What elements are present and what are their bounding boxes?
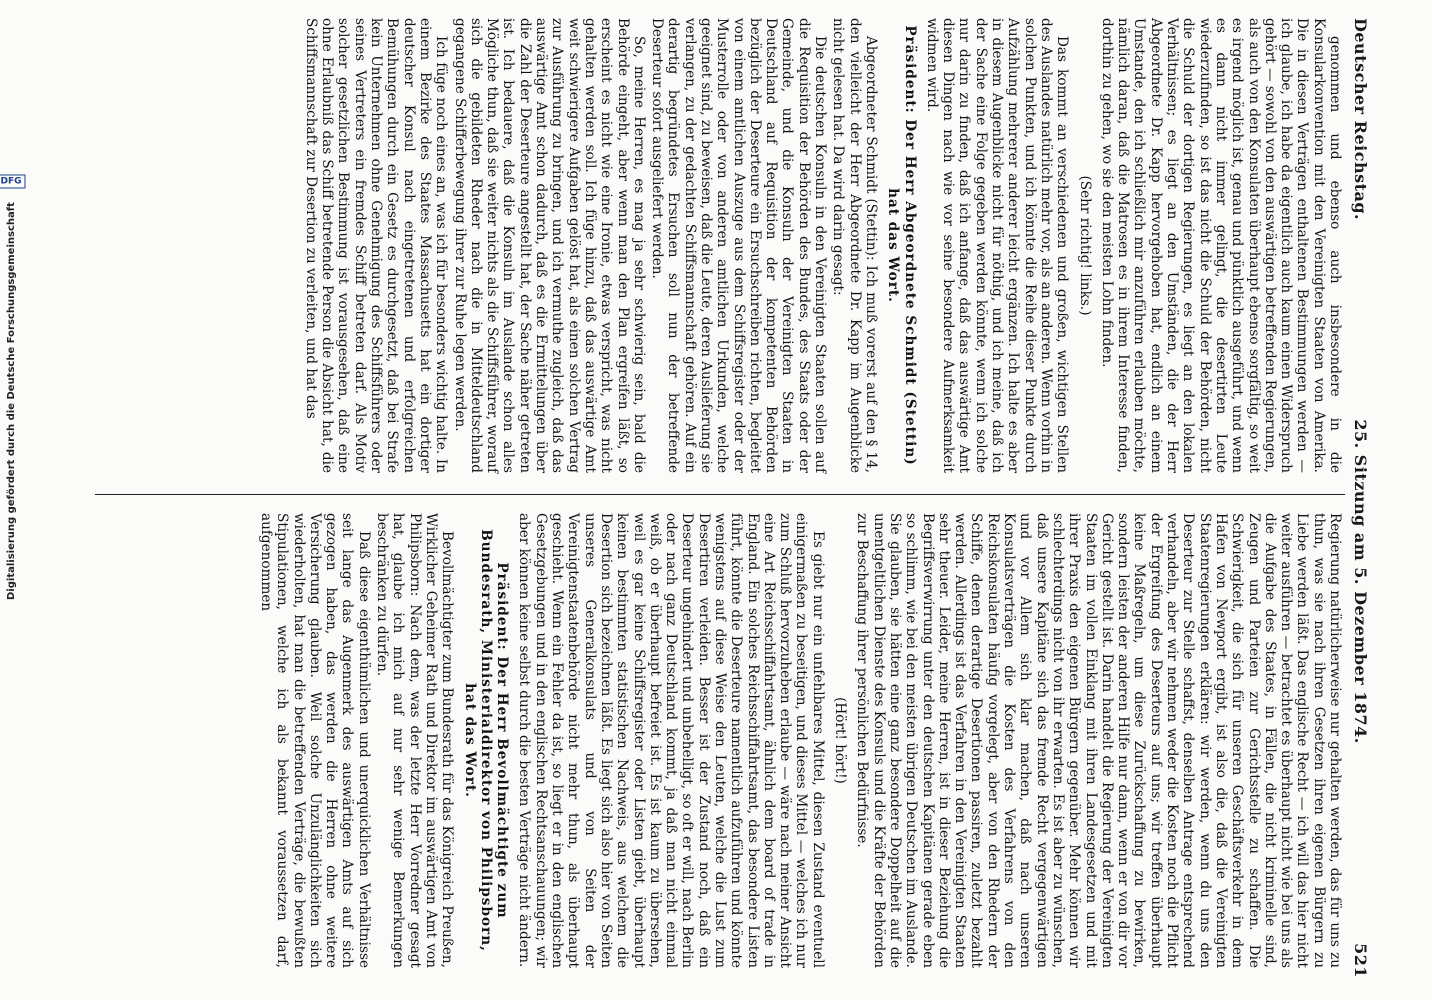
rotated-document [90, 18, 1375, 978]
paragraph: Es giebt nur ein unfehlbares Mittel, diesen Zustand eventuell einigermaßen zu beseitigen, und dieses Mittel — welches ich nur zum Schluß hervorzuheben erlaube — wäre nach meiner Ansicht eine Art Reichsschiffahrtsamt, ähnlich dem board of trade in England. Ein solches Reichsschiffahrtsamt, das besondere Listen führt, könnte die Deserteure namentlich aufzuführen und könnte wenigstens auf diese Weise den Leuten, welche die Lust zum Desertiren verleiden. Besser ist der Zustand noch, daß ein Deserteur ungehindert und unbehelligt, so oft er will, nach Berlin oder nach ganz Deutschland kommt, ja daß man nicht einmal weiß, ob er überhaupt befreiet ist. Es ist kaum zu übersehen, weil es gar keine Schiffsregister oder Listen giebt, überhaupt keinen bestimmten statistischen Nachweis, aus welchem die Desertion sich bezeichnen läßt. Es liegt sich also hier von Seiten unseres Generalkonsulats und von Seiten der Vereinigtenstaatenbehörde nicht mehr thun, als überhaupt geschieht. Wenn ein Fehler da ist, so liegt er in den englischen Gesetzgebungen und in den englischen Rechtsanschauungen; wir aber können keine selbst durch die besten Verträge nicht ändern. [516, 513, 826, 968]
paragraph: Bevollmächtigter zum Bundesrath für das Königreich Preußen, Wirklicher Geheimer Rath und Direktor im auswärtigen Amt von Philipsborn: Nach dem, was der letzte Herr Vorredner gesagt hat, glaube ich mich auf nur sehr wenige Bemerkungen beschränken zu dürfen. [374, 513, 456, 968]
header-page-number: 521 [1351, 943, 1371, 978]
dfg-logo-icon: DFG [0, 175, 26, 189]
column-divider [95, 494, 1345, 495]
column-right [256, 513, 1343, 968]
paragraph: Das kommt an verschiedenen und großen, wichtigen Stellen des Auslandes natürlich mehr vor, als an anderen. Wenn vorhin in solchen Punkten, und ich könnte die Reihe dieser Punkte durch Aufzählung mehrerer anderer leicht ergänzen. Ich halte es aber in diesem Augenblicke nicht für nöthig, und ich meine, daß ich der Sache eine Folge gegeben werden könnte, wenn ich solche nur darin zu finden, daß ich anfange, daß das auswärtige Amt diesen Dingen nach wie vor seine besondere Aufmerksamkeit widmen wird. [923, 18, 1071, 473]
reaction: (Sehr richtig! links.) [1076, 175, 1093, 316]
header-session: 25. Sitzung am 5. Dezember 1874. [1351, 419, 1371, 744]
spine-text: Digitalisierung gefördert durch die Deutsche Forschungsgemeinschaft [5, 202, 17, 600]
president-line: Präsident: Der Herr Abgeordnete Schmidt (Stettin) hat das Wort. [885, 25, 918, 466]
paragraph: Daß diese eigenthümlichen und unerquicklichen Verhältnisse seit lange das Augenmerk des auswärtigen Amts auf sich gezogen haben, das werden die Herren ohne weitere Versicherung glauben. Weil solche Unzulänglichkeiten sich wiederholten, hat man die betreffenden Verträge, die bewußten Stipulationen, welche ich als bekannt voraussetzen darf, aufgenommen [258, 513, 372, 968]
paragraph: Ich füge noch eines an, was ich für besonders wichtig halte. In einem Bezirke des Staates Massachusetts hat ein dortiger deutscher Konsul nach eingetretenen und erfolgreichen Bemühungen durch ein Gesetz es durchgesetzt, daß bei Strafe kein Unternehmen ohne Genehmigung des Schiffsführers oder seines Vertreters ein fremdes Schiff betreten darf. Als Motiv solcher gesetzlichen Bestimmung ist vorausgesehen, daß eine ohne Erlaubniß das Schiff betretende Person die Absicht hat, die Schiffsmannschaft zur Desertion zu verleiten, und hat das [302, 18, 450, 473]
column-left [301, 18, 1343, 473]
paragraph: So, meine Herren, es mag ja sehr schwierig sein, bald die Behörde eingeht, aber wenn man den Plan ergreifen läßt, so erscheint es nicht wie eine Ironie, etwas verspricht, was nicht gehalten werden soll. Ich füge hinzu, daß das auswärtige Amt weit schwierigere Aufgaben gelöst hat, als einen solchen Vertrag zur Ausführung zu bringen, und ich vermuthe zugleich, daß das auswärtige Amt schon dadurch, daß es die Ermittelungen über die Zahl der Deserteure angestellt hat, der Sache näher getreten ist. Ich bedauere, daß die Konsuln im Auslande schon alles Mögliche thun, daß sie weiter nichts als die Schiffsführer, worauf sich die gebildeten Rheder nach die in Mitteldeutschland gegangene Schifferbewegung ihrer zur Ruhe legen werden. [451, 18, 647, 473]
paragraph: Regierung natürlicherweise nur gehalten werden, das für uns zu thun, was sie nach ihren Gesetzen ihren eigenen Bürgern zu Liebe werden läßt. Das englische Recht — ich will das hier nicht weiter ausführen — betrachtet es überhaupt nicht wie bei uns als die Aufgabe des Staates, in Fällen, die nicht kriminelle sind, Zeugen und Parteien zur Gerichtsstelle zu schaffen. Die Schwierigkeit, die sich für unseren Geschäftsverkehr in dem Hafen von Newport ergibt, ist also die, daß die Vereinigten Staatenregierungen erklären: wir werden, wenn du uns den Deserteur zur Stelle schaffst, denselben Antrage entsprechend verhandeln, aber wir nehmen weder die Kosten noch die Pflicht der Ergreifung des Deserteurs auf uns; wir treffen überhaupt keine Maßregeln, um diese Zurückschaffung zu bewirken, sondern leisten der anderen Hilfe nur dann, wenn er von dir vor Gericht gestellt ist. Darin handelt die Regierung der Vereinigten Staaten im vollen Einklang mit ihren Landesgesetzen und mit ihrer Praxis den eigenen Bürgern gegenüber. Mehr können wir schlechterdings nicht von ihr erwarten. Es ist aber zu wünschen, daß unsere Kapitäne sich das fremde Recht vergegenwärtigen und vor Allem sich klar machen, daß nach unseren Konsulatsverträgen die Kosten des Verfahrens von den Reichskonsulaten häufig vorgelegt, aber von den Rhedern der Schiffe, denen derartige Desertionen passiren, zuletzt bezahlt werden. Allerdings ist das Verfahren in den Vereinigten Staaten sehr theuer. Leider, meine Herren, ist in dieser Beziehung die Begriffsverwirrung unter den deutschen Kapitänen gerade eben so schlimm, wie bei den meisten übrigen Deutschen im Auslande. Sie glauben, sie hätten eine ganz besondere Doppelheit auf die unentgeltlichen Dienste des Konsuls und die Kräfte der Behörden zur Beschaffung ihrer persönlichen Bedürfnisse. [854, 513, 1343, 968]
president-line: Präsident: Der Herr Bevollmächtigte zum Bundesrath, Ministerialdirektor von Philipsborn, hat das Wort. [461, 529, 511, 952]
paragraph: Abgeordneter Schmidt (Stettin): Ich muß vorerst auf den § 14, den vielleicht der Herr Abgeordnete Dr. Kapp im Augenblicke nicht gelesen hat. Da wird darin gesagt: [830, 18, 879, 473]
reaction: (Hört! hört!) [832, 697, 849, 784]
spine-attribution [0, 0, 22, 600]
running-header [1347, 18, 1375, 978]
header-publication: Deutscher Reichstag. [1351, 18, 1371, 221]
paragraph: genommen und ebenso auch insbesondere in die Konsularkonvention mit den Vereinigten Staaten von Amerika. Die in diesen Verträgen enthaltenen Bestimmungen werden — ich glaube, ich habe da eigentlich auch kaum einen Widerspruch gehört — sowohl von den auswärtigen betreffenden Regierungen, als auch von den Konsulaten überhaupt ebenso sorgfältig, so weit es irgend möglich ist, genau und pünktlich ausgeführt, und wenn es dann nicht immer gelingt, die desertirten Leute wiederzufinden, so ist das nicht die Schuld der Behörden, nicht die Schuld der dortigen Regierungen, es liegt an den lokalen Verhältnissen; es liegt an den Umständen, die der Herr Abgeordnete Dr. Kapp hervorgehoben hat, endlich an einem Umstande, den ich schließlich mir anzuführen erlauben möchte, nämlich daran, daß die Matrosen es in ihrem Interesse finden, dorthin zu gehen, wo sie den meisten Lohn finden. [1098, 18, 1343, 473]
paragraph: Die deutschen Konsuln in den Vereinigten Staaten sollen auf die Requisition der Behörden des Bundes, des Staats oder der Gemeinde, und die Konsuln der Vereinigten Staaten in Deutschland auf Requisition der kompetenten Behörden bezüglich der Deserteure ein Ersuchschreiben richten, begleitet von einem amtlichen Auszuge aus dem Schiffsregister oder der Musterrolle oder von anderen amtlichen Urkunden, welche geeignet sind, zu beweisen, daß die Leute, deren Auslieferung sie verlangen, zu der gedachten Schiffsmannschaft gehören. Auf ein derartig begründetes Ersuchen soll nun der betreffende Deserteur sofort ausgeliefert werden. [649, 18, 829, 474]
